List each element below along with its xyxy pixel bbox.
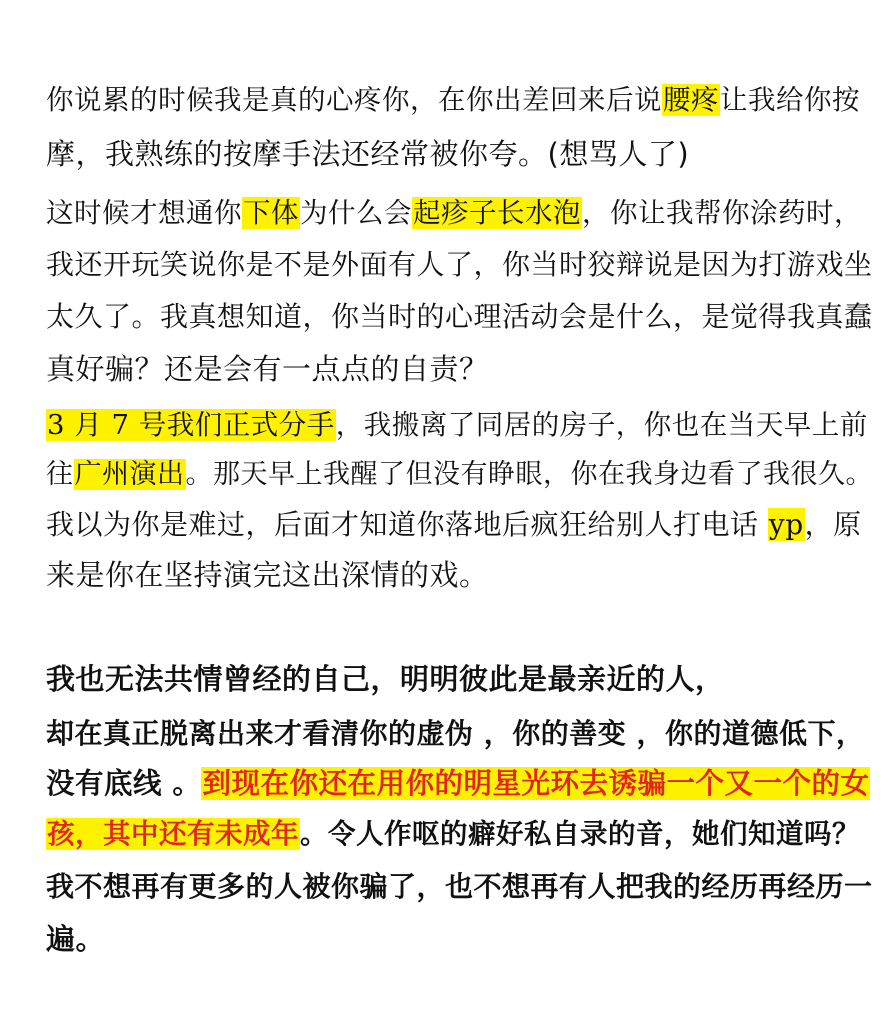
highlighted-red-text: 到现在你还在用你的明星光环去诱骗一个又一个的女 — [202, 767, 870, 800]
text-run: 却在真正脱离出来才看清你的虚伪 ，你的善变 ，你的道德低下， — [46, 717, 865, 750]
highlighted-text: 下体 — [243, 197, 299, 229]
text-line — [46, 297, 873, 337]
text-line — [46, 867, 873, 907]
text-run: 。令人作呕的癖好私自录的音，她们知道吗？ — [300, 818, 860, 850]
text-line — [46, 405, 868, 445]
text-run: 为什么会 — [300, 197, 412, 229]
text-run: 摩，我熟练的按摩手法还经常被你夸。(想骂人了) — [46, 137, 690, 171]
text-run: 真好骗？还是会有一点点的自责？ — [46, 352, 489, 386]
text-run: 我不想再有更多的人被你骗了，也不想再有人把我的经历再经历一 — [46, 870, 873, 903]
text-run: 往 — [46, 459, 74, 490]
text-line — [46, 80, 860, 120]
text-line — [46, 455, 873, 495]
highlighted-red-text: 孩，其中还有未成年 — [47, 818, 299, 850]
text-run: ，我搬离了同居的房子，你也在当天早上前 — [335, 409, 868, 441]
text-run: 让我给你按 — [720, 84, 860, 116]
highlighted-text: 广州演出 — [74, 459, 185, 490]
text-run: 太久了。我真想知道，你当时的心理活动会是什么，是觉得我真蠢 — [46, 300, 873, 333]
text-run: 我也无法共情曾经的自己，明明彼此是最亲近的人， — [46, 662, 725, 696]
text-line — [46, 555, 489, 595]
text-run: 这时候才想通你 — [46, 197, 242, 229]
highlighted-text: 起疹子长水泡 — [413, 197, 581, 229]
text-run: 遍。 — [46, 922, 106, 956]
text-run: ，你让我帮你涂药时， — [582, 197, 862, 229]
highlighted-text: 腰疼 — [663, 84, 719, 116]
text-line — [46, 659, 725, 699]
text-line — [46, 714, 865, 754]
text-line — [46, 505, 862, 545]
text-line — [46, 134, 689, 174]
text-run: 我还开玩笑说你是不是外面有人了，你当时狡辩说是因为打游戏坐 — [46, 248, 873, 281]
text-run: 没有底线 。 — [46, 767, 202, 800]
text-run: 来是你在坚持演完这出深情的戏。 — [46, 558, 489, 592]
text-line — [46, 349, 489, 389]
text-line — [46, 245, 873, 285]
text-run: 你说累的时候我是真的心疼你，在你出差回来后说 — [46, 84, 662, 116]
text-line — [46, 814, 860, 854]
highlighted-text: yp — [768, 508, 804, 541]
text-line — [46, 193, 862, 233]
text-run: 我以为你是难过，后面才知道你落地后疯狂给别人打电话 — [46, 508, 768, 541]
text-run: ，原 — [804, 508, 862, 541]
highlighted-text: 3 月 7 号我们正式分手 — [47, 409, 335, 441]
text-line — [46, 764, 870, 804]
text-line — [46, 919, 105, 959]
text-run: 。那天早上我醒了但没有睁眼，你在我身边看了我很久。 — [185, 459, 873, 490]
